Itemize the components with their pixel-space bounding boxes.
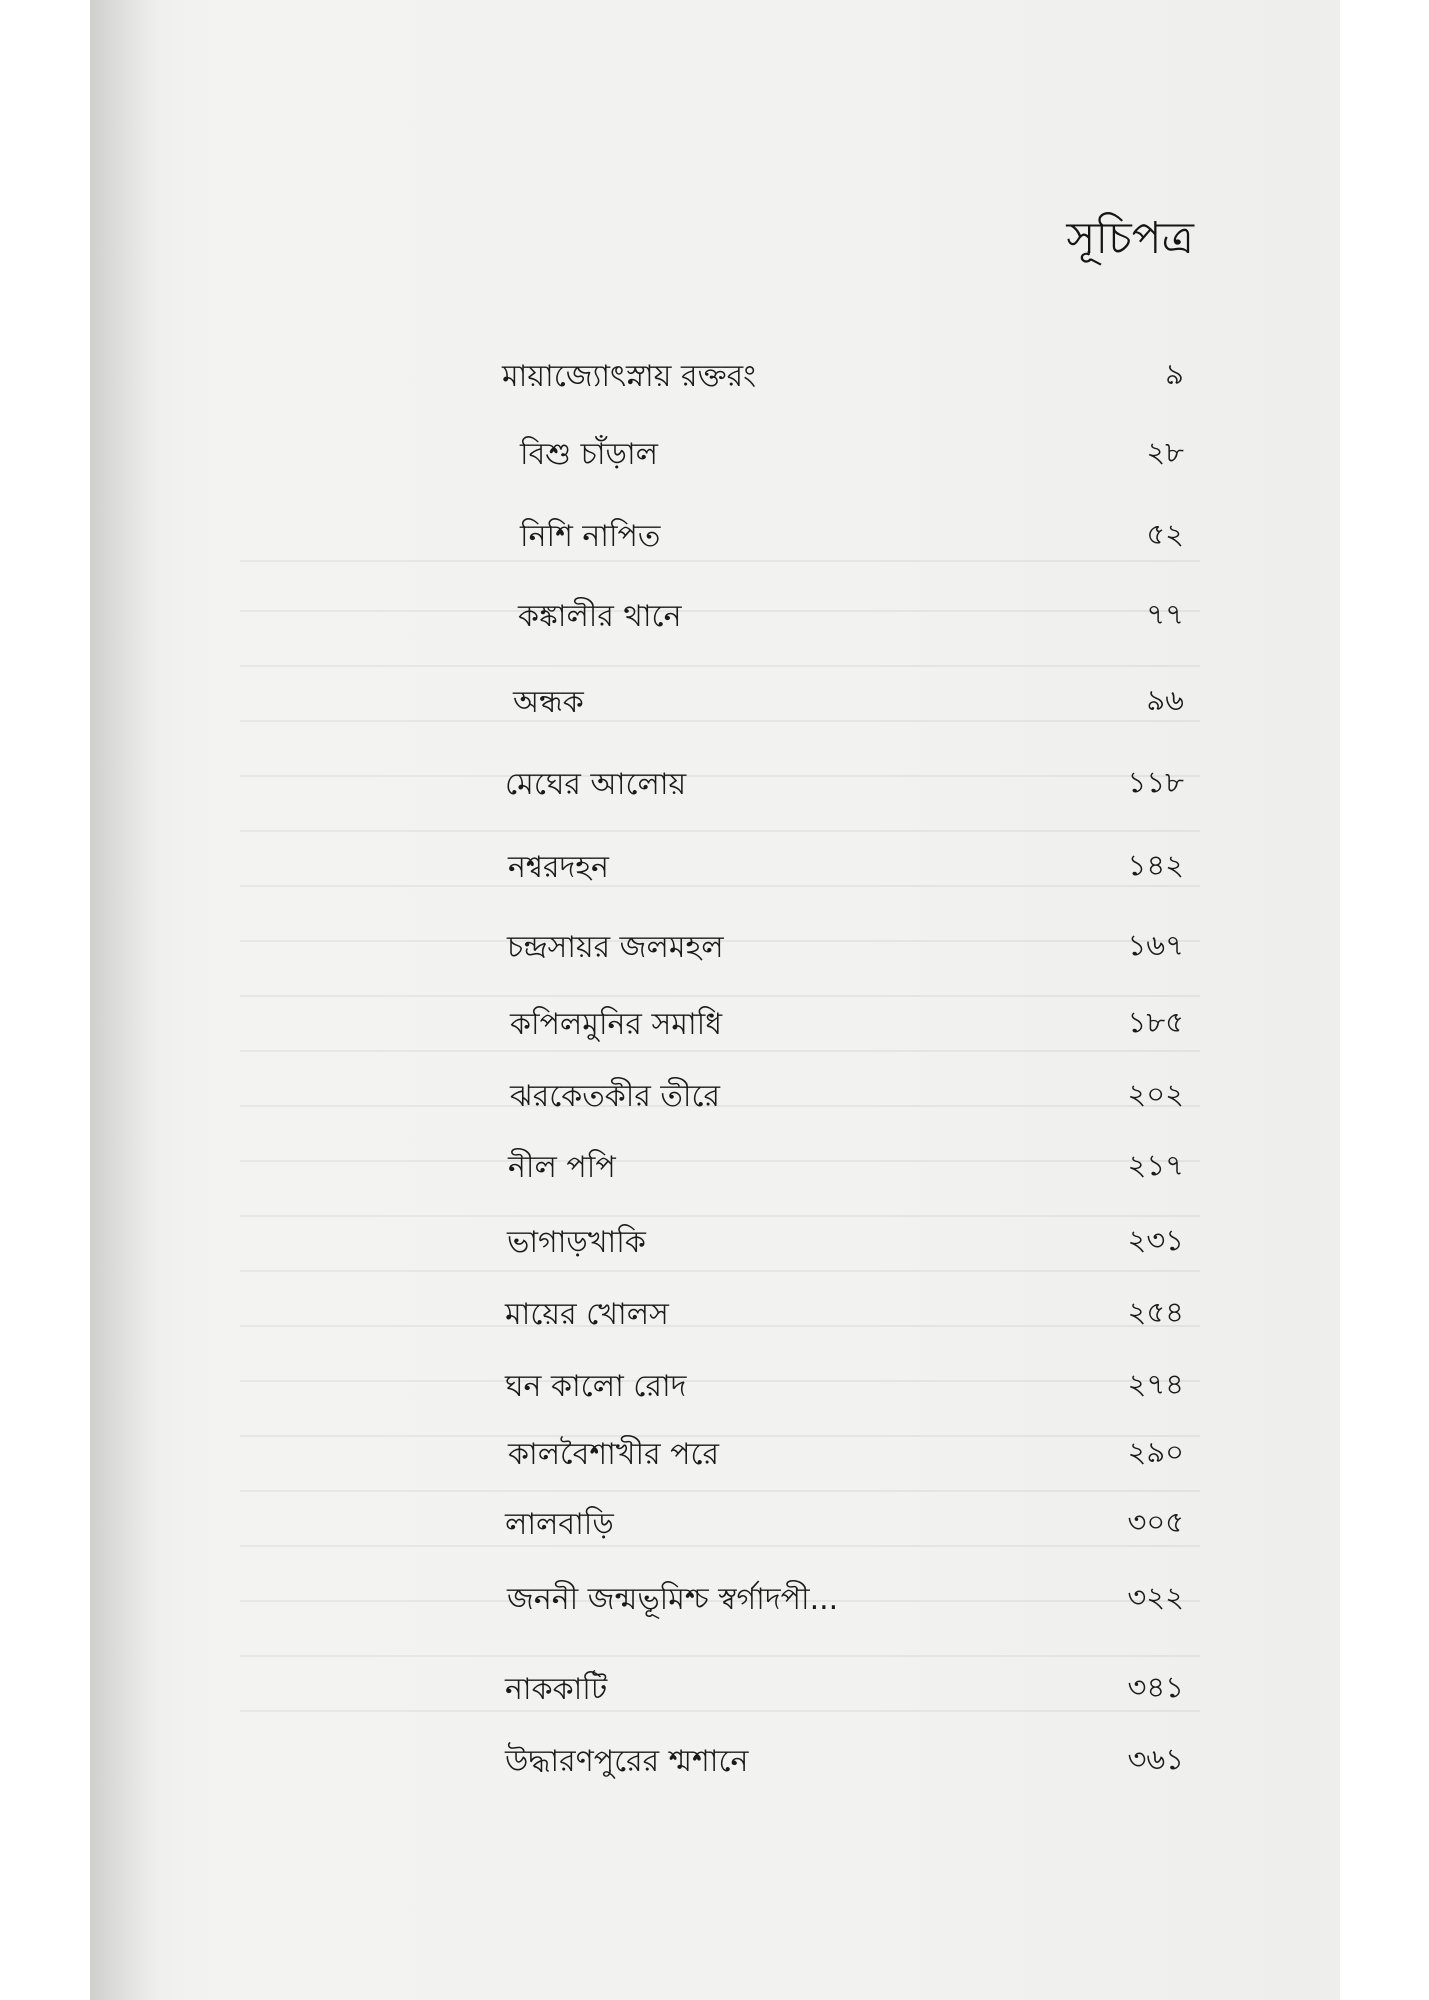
toc-entry <box>0 1218 1429 1278</box>
toc-entry-page: ৫২ <box>1146 517 1184 551</box>
toc-entry-title: লালবাড়ি <box>505 1507 614 1542</box>
toc-entry <box>0 1575 1429 1635</box>
toc-entry-page: ৩৬১ <box>1127 1742 1184 1776</box>
toc-entry-page: ২৭৪ <box>1127 1367 1184 1401</box>
toc-entry <box>0 352 1429 412</box>
toc-entry-page: ৭৭ <box>1146 597 1184 631</box>
toc-entry-title: ভাগাড়খাকি <box>507 1225 646 1260</box>
toc-entry-page: ৯৬ <box>1146 683 1184 717</box>
page-title: সূচিপত্র <box>1066 213 1194 264</box>
toc-entry-page: ১৮৫ <box>1127 1005 1184 1039</box>
toc-entry <box>0 760 1429 820</box>
toc-entry-page: ২৫৪ <box>1127 1295 1184 1329</box>
toc-entry-page: ৩০৫ <box>1127 1505 1184 1539</box>
toc-entry-title: নাককাটি <box>505 1672 608 1707</box>
toc-entry <box>0 1290 1429 1350</box>
toc-entry-title: ঘন কালো রোদ <box>505 1369 687 1404</box>
toc-entry-page: ২৮ <box>1146 435 1184 469</box>
toc-entry <box>0 512 1429 572</box>
toc-entry-page: ৩২২ <box>1127 1580 1184 1614</box>
toc-entry-page: ২০২ <box>1127 1077 1184 1111</box>
toc-entry-title: বিশু চাঁড়াল <box>520 437 659 472</box>
toc-entry <box>0 430 1429 490</box>
toc-entry-title: উদ্ধারণপুরের শ্মশানে <box>505 1744 749 1779</box>
toc-entry-page: ১৪২ <box>1127 848 1184 882</box>
toc-entry-page: ২১৭ <box>1127 1148 1184 1182</box>
toc-entry <box>0 678 1429 738</box>
toc-entry-title: অন্ধক <box>513 685 584 720</box>
toc-entry-title: মায়াজ্যোৎস্নায় রক্তরং <box>502 359 757 394</box>
toc-entry-title: নিশি নাপিত <box>520 519 661 554</box>
toc-entry-title: জননী জন্মভূমিশ্চ স্বর্গাদপী... <box>507 1582 839 1617</box>
toc-entry-title: কপিলমুনির সমাধি <box>510 1007 723 1042</box>
toc-entry-title: চন্দ্রসায়র জলমহল <box>507 930 724 965</box>
toc-entry-page: ৩৪১ <box>1127 1670 1184 1704</box>
toc-entry-title: নীল পপি <box>508 1150 616 1185</box>
toc-entry <box>0 1737 1429 1797</box>
toc-entry <box>0 923 1429 983</box>
toc-entry <box>0 1362 1429 1422</box>
toc-entry-page: ১১৮ <box>1127 765 1184 799</box>
toc-entry <box>0 1665 1429 1725</box>
toc-entry-title: কঙ্কালীর থানে <box>518 599 682 634</box>
toc-entry-title: ঝরকেতকীর তীরে <box>510 1079 721 1114</box>
toc-entry <box>0 592 1429 652</box>
toc-entry-page: ২৯০ <box>1127 1435 1184 1469</box>
toc-entry <box>0 1500 1429 1560</box>
toc-entry-title: কালবৈশাখীর পরে <box>508 1437 720 1472</box>
toc-entry <box>0 1072 1429 1132</box>
toc-entry <box>0 1143 1429 1203</box>
toc-entry-title: মেঘের আলোয় <box>505 767 687 802</box>
toc-entry-page: ১৬৭ <box>1127 928 1184 962</box>
toc-entry-page: ২৩১ <box>1127 1223 1184 1257</box>
toc-entry-page: ৯ <box>1165 357 1184 391</box>
toc-entry <box>0 1000 1429 1060</box>
toc-entry-title: মায়ের খোলস <box>505 1297 669 1332</box>
toc-entry-title: নশ্বরদহন <box>508 850 609 885</box>
toc-entry <box>0 843 1429 903</box>
toc-entry <box>0 1430 1429 1490</box>
